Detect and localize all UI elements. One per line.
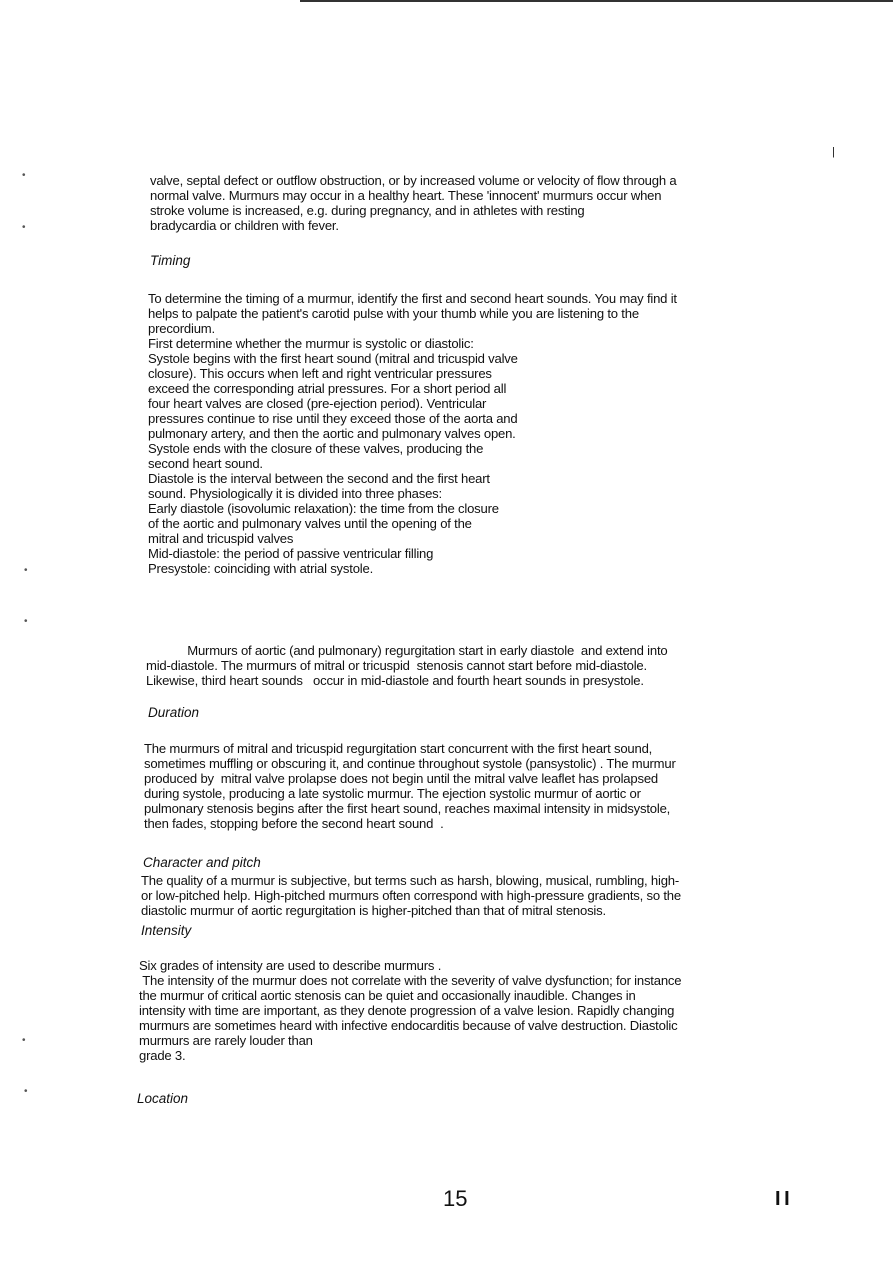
paragraph-intro: valve, septal defect or outflow obstruction, or by increased volume or velocity of flow through a normal valve. Murmurs may occur in a healthy heart. These 'innocent' murmurs occur when stroke volume is increased, e.g. during pregnancy, and in athletes with resting bradycardia or children with fever. xyxy=(150,173,677,233)
heading-location: Location xyxy=(137,1091,189,1106)
top-edge-rule xyxy=(300,0,893,2)
corner-mark: I I xyxy=(775,1188,789,1210)
heading-duration: Duration xyxy=(148,705,200,720)
paragraph-timing: To determine the timing of a murmur, identify the first and second heart sounds. You may find it helps to palpate the patient's carotid pulse with your thumb while you are listening to the precordium. First determine whether the murmur is systolic or diastolic: Systole begins with the first heart sound (mitral and tricuspid valve closure). This occurs when left and right ventricular pressures exceed the corresponding atrial pressures. For a short period all four heart valves are closed (pre-ejection period). Ventricular pressures continue to rise until they exceed those of the aorta and pulmonary artery, and then the aortic and pulmonary valves open. Systole ends with the closure of these valves, producing the second heart sound. Diastole is the interval between the second and the first heart sound. Physiologically it is divided into three phases: Early diastole (isovolumic relaxation): the time from the closure of the aortic and pulmonary valves until the opening of the mitral and tricuspid valves Mid-diastole: the period of passive ventricular filling Presystole: coinciding with atrial systole. xyxy=(148,291,677,576)
scan-artifact: • xyxy=(22,1035,26,1046)
scan-artifact: • xyxy=(24,565,28,576)
scan-artifact: • xyxy=(22,222,26,233)
heading-timing: Timing xyxy=(150,253,191,268)
paragraph-regurgitation: Murmurs of aortic (and pulmonary) regurgitation start in early diastole and extend into mid-diastole. The murmurs of mitral or tricuspid stenosis cannot start before mid-diastole. Likewise, third heart sounds occur in mid-diastole and fourth heart sounds in presystole. xyxy=(146,643,668,688)
heading-intensity: Intensity xyxy=(141,923,192,938)
scan-artifact: • xyxy=(24,1086,28,1097)
paragraph-intensity: Six grades of intensity are used to describe murmurs . The intensity of the murmur does not correlate with the severity of valve dysfunction; for instance the murmur of critical aortic stenosis can be quiet and occasionally inaudible. Changes in intensity with time are important, as they denote progression of a valve lesion. Rapidly changing murmurs are sometimes heard with infective endocarditis because of valve destruction. Diastolic murmurs are rarely louder than grade 3. xyxy=(139,958,682,1063)
paragraph-duration: The murmurs of mitral and tricuspid regurgitation start concurrent with the first heart sound, sometimes muffling or obscuring it, and continue throughout systole (pansystolic) . The murmur produced by mitral valve prolapse does not begin until the mitral valve leaflet has prolapsed during systole, producing a late systolic murmur. The ejection systolic murmur of aortic or pulmonary stenosis begins after the first heart sound, reaches maximal intensity in midsystole, then fades, stopping before the second heart sound . xyxy=(144,741,676,831)
page-number: 15 xyxy=(443,1186,468,1211)
paragraph-character: The quality of a murmur is subjective, but terms such as harsh, blowing, musical, rumbling, high- or low-pitched help. High-pitched murmurs often correspond with high-pressure gradients, so the diastolic murmur of aortic regurgitation is higher-pitched than that of mitral stenosis. xyxy=(141,873,681,918)
heading-character-and-pitch: Character and pitch xyxy=(143,855,261,870)
scan-artifact: | xyxy=(832,146,835,158)
scan-artifact: • xyxy=(22,170,26,181)
scan-artifact: • xyxy=(24,616,28,627)
